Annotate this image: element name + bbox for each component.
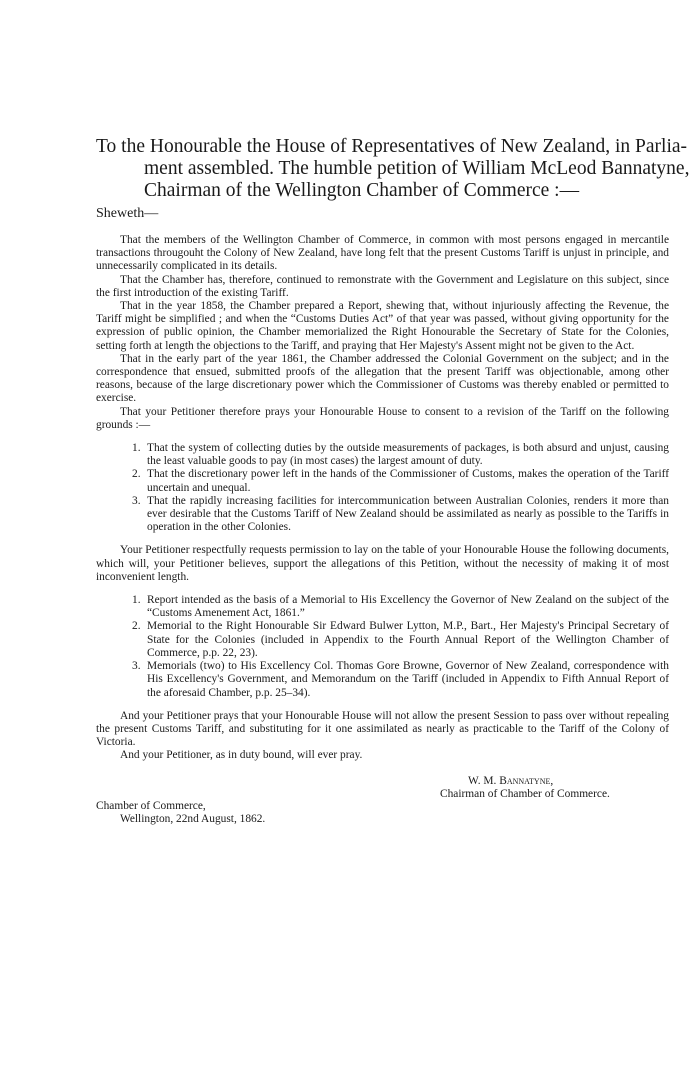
paragraph-1: That the members of the Wellington Chamber of Commerce, in common with most persons engaged in mercantile transactions througouht the Colony of New Zealand, have long felt that the present Customs Tariff is unjust in principle, and unnecessarily complicated in its details.: [96, 234, 669, 273]
list-item-number: 1.: [132, 442, 141, 455]
paragraph-8: And your Petitioner, as in duty bound, will ever pray.: [120, 749, 363, 762]
paragraph-7: And your Petitioner prays that your Honourable House will not allow the present Session to pass over without repealing the present Customs Tariff, and substituting for it one assimilated as nearly as practicable to the Tariff of the Colony of Victoria.: [96, 709, 669, 749]
petition-heading: [96, 136, 690, 202]
list-item-text: Memorial to the Right Honourable Sir Edward Bulwer Lytton, M.P., Bart., Her Majesty's Principal Secretary of State for the Colonies (included in Appendix to the Fourth Annual Report of the Wellington Chamber of Commerce, p.p. 22, 23).: [147, 620, 669, 659]
list-item: [96, 442, 669, 468]
heading-line-3: Chairman of the Wellington Chamber of Commerce :—: [144, 180, 580, 201]
signature-block: [440, 775, 610, 801]
paragraph-2: That the Chamber has, therefore, continued to remonstrate with the Government and Legislature on this subject, since the first introduction of the existing Tariff.: [96, 273, 669, 299]
list-item-text: That the system of collecting duties by the outside measurements of packages, is both absurd and unjust, causing the least valuable goods to pay (in most cases) the largest amount of duty.: [147, 442, 669, 468]
list-item-number: 2.: [132, 468, 141, 481]
paragraph-6: Your Petitioner respectfully requests permission to lay on the table of your Honourable House the following documents, which will, your Petitioner believes, support the allegations of this Petition, without the necessity of making it of most inconvenient length.: [96, 544, 669, 583]
list-item: [96, 468, 669, 494]
list-item-number: 1.: [132, 594, 141, 607]
date-line: Wellington, 22nd August, 1862.: [120, 813, 266, 826]
sheweth-label: Sheweth—: [96, 206, 159, 221]
petition-body: [96, 234, 669, 763]
heading-line-2: ment assembled. The humble petition of William McLeod Bannatyne,: [144, 158, 690, 179]
list-item-text: Memorials (two) to His Excellency Col. Thomas Gore Browne, Governor of New Zealand, correspondence with His Excellency's Government, and Memorandum on the Tariff (included in Appendix to Fifth Annual Report of the aforesaid Chamber, p.p. 25–34).: [147, 660, 669, 699]
signatory-title: Chairman of Chamber of Commerce.: [440, 788, 610, 801]
heading-line-1: To the Honourable the House of Representatives of New Zealand, in Parlia-: [96, 136, 688, 157]
paragraph-5: That your Petitioner therefore prays your Honourable House to consent to a revision of the Tariff on the following grounds :—: [96, 405, 669, 431]
grounds-list: [96, 442, 669, 534]
list-item-text: Report intended as the basis of a Memorial to His Excellency the Governor of New Zealand on the subject of the “Customs Amenement Act, 1861.”: [147, 594, 669, 620]
list-item: [96, 620, 669, 660]
list-item-number: 3.: [132, 660, 141, 673]
place-and-date: [96, 800, 265, 826]
list-item-text: That the discretionary power left in the hands of the Commissioner of Customs, makes the operation of the Tariff uncertain and unequal.: [147, 468, 669, 494]
documents-list: [96, 594, 669, 700]
list-item-number: 2.: [132, 620, 141, 633]
paragraph-3: That in the year 1858, the Chamber prepared a Report, shewing that, without injuriously affecting the Revenue, the Tariff might be simplified ; and when the “Customs Duties Act” of that year was passed, without giving opportunity for the expression of public opinion, the Chamber memorialized the Right Honourable the Secretary of State for the Colonies, setting forth at length the objections to the Tariff, and praying that Her Majesty's Assent might not be given to the Act.: [96, 300, 669, 352]
paragraph-4: That in the early part of the year 1861, the Chamber addressed the Colonial Government on the subject; and in the correspondence that ensued, submitted proofs of the allegation that the present Tariff was objectionable, among other reasons, because of the large discretionary power which the Commissioner of Customs was thereby enabled or permitted to exercise.: [96, 352, 669, 405]
signatory-name: W. M. Bannatyne,: [468, 775, 554, 787]
list-item: [96, 660, 669, 700]
list-item-text: That the rapidly increasing facilities for intercommunication between Australian Colonies, renders it more than ever desirable that the Customs Tariff of New Zealand should be assimilated as nearly as possible to the Tariffs in operation in the other Colonies.: [147, 494, 669, 534]
list-item: [96, 594, 669, 620]
list-item-number: 3.: [132, 494, 141, 507]
list-item: [96, 495, 669, 535]
place-line: Chamber of Commerce,: [96, 800, 206, 812]
